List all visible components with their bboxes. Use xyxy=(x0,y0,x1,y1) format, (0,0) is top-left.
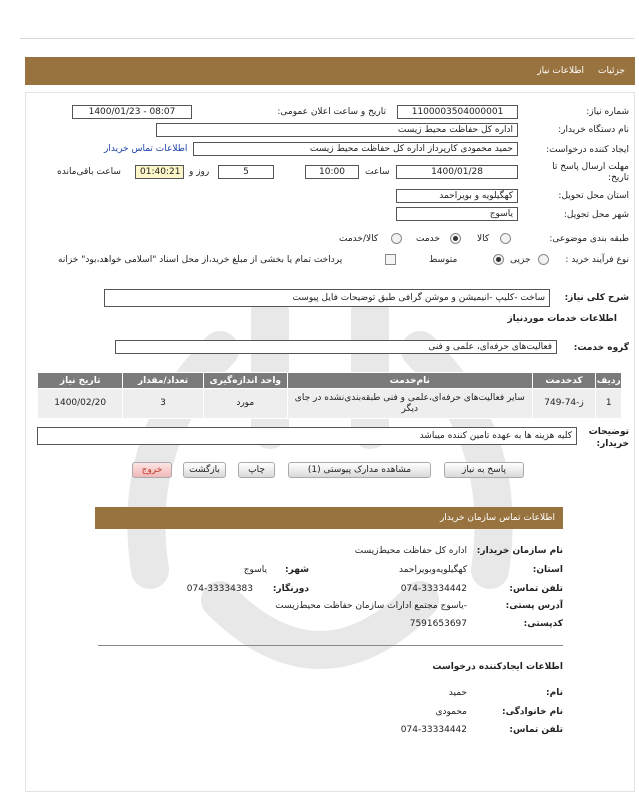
category-label: طبقه بندی موضوعی: xyxy=(549,234,629,244)
announce-date-label: تاریخ و ساعت اعلان عمومی: xyxy=(277,107,386,117)
buyer-contact-link[interactable]: اطلاعات تماس خریدار xyxy=(104,144,188,154)
exit-button[interactable]: خروج xyxy=(132,462,172,478)
contact-phone-label: تلفن تماس: xyxy=(509,584,563,594)
buyer-contact-header: اطلاعات تماس سازمان خریدار xyxy=(95,507,563,529)
process-medium-label: متوسط xyxy=(429,255,458,265)
tab-details[interactable]: جزئیات xyxy=(598,66,625,76)
deadline-time-label: ساعت xyxy=(365,167,390,177)
creator-info-title: اطلاعات ایجادکننده درخواست xyxy=(432,662,563,672)
contact-postal-value: 7591653697 xyxy=(409,619,467,629)
col-need-date: تاریخ نیاز xyxy=(38,373,123,389)
top-divider xyxy=(20,38,634,39)
announce-date-field: 1400/01/23 - 08:07 xyxy=(72,105,192,119)
cell-quantity: 3 xyxy=(123,389,203,419)
contact-phone-value: 074-33334442 xyxy=(400,584,467,594)
category-goods-service-label: کالا/خدمت xyxy=(339,234,379,244)
reply-button[interactable]: پاسخ به نیاز xyxy=(444,462,524,478)
category-goods-service-radio[interactable] xyxy=(391,233,402,244)
service-group-label: گروه خدمت: xyxy=(573,343,629,353)
table-row xyxy=(38,389,622,419)
deadline-label: مهلت ارسال پاسخ تا تاریخ: xyxy=(552,162,629,183)
contact-province-label: استان: xyxy=(532,565,563,575)
creator-family-label: نام خانوادگی: xyxy=(501,707,563,717)
summary-label: شرح کلی نیاز: xyxy=(564,293,629,303)
creator-family-value: محمودی xyxy=(435,707,467,717)
creator-name-value: حمید xyxy=(448,688,467,698)
process-minor-radio[interactable] xyxy=(538,254,549,265)
col-service-name: نام‌خدمت xyxy=(287,373,532,389)
category-service-radio[interactable] xyxy=(450,233,461,244)
category-service-label: خدمت xyxy=(416,234,440,244)
payment-note: پرداخت تمام یا بخشی از مبلغ خرید،از محل اسناد "اسلامی خواهد،بود" خزانه xyxy=(58,255,343,265)
days-remaining-field: 5 xyxy=(218,165,274,179)
back-button[interactable]: بازگشت xyxy=(183,462,226,478)
contact-address-value: -یاسوج مجتمع ادارات سازمان حفاظت محیط‌زیست xyxy=(275,601,467,611)
payment-treasury-checkbox[interactable] xyxy=(385,254,396,265)
col-unit: واحد اندازه‌گیری xyxy=(203,373,287,389)
city-label: شهر محل تحویل: xyxy=(563,210,629,220)
city-field: یاسوج xyxy=(396,207,518,221)
section-divider xyxy=(98,645,563,646)
contact-address-label: آدرس پستی: xyxy=(505,601,563,611)
process-type-label: نوع فرآیند خرید : xyxy=(565,255,629,265)
view-attachments-button[interactable]: مشاهده مدارک پیوستی (1) xyxy=(288,462,431,478)
cell-service-code: ز-74-749 xyxy=(532,389,596,419)
contact-fax-value: 074-33334383 xyxy=(186,584,253,594)
time-remaining-field: 01:40:21 xyxy=(135,165,184,179)
col-row-number: ردیف xyxy=(596,373,622,389)
category-goods-label: کالا xyxy=(477,234,490,244)
deadline-time-field: 10:00 xyxy=(305,165,359,179)
contact-postal-label: کدپستی: xyxy=(523,619,563,629)
creator-phone-label: تلفن تماس: xyxy=(509,725,563,735)
service-group-field: فعالیت‌های حرفه‌ای، علمی و فنی xyxy=(115,340,557,354)
creator-label: ایجاد کننده درخواست: xyxy=(546,145,629,155)
summary-field: ساخت -کلیپ -انیمیشن و موشن گرافی طبق توضیحات فایل پیوست xyxy=(104,289,550,307)
col-quantity: تعداد/مقدار xyxy=(123,373,203,389)
services-table xyxy=(37,372,622,419)
days-label: روز و xyxy=(189,167,210,177)
top-nav-bar xyxy=(25,57,635,85)
need-number-label: شماره نیاز: xyxy=(586,107,629,117)
org-name-value: اداره کل حفاظت محیط‌زیست xyxy=(354,546,467,556)
province-label: استان محل تحویل: xyxy=(558,191,629,201)
contact-province-value: کهگیلویه‌وبویراحمد xyxy=(398,565,467,575)
print-button[interactable]: چاپ xyxy=(238,462,275,478)
buyer-notes-label: توضیحات خریدار: xyxy=(588,427,629,449)
category-goods-radio[interactable] xyxy=(500,233,511,244)
creator-phone-value: 074-33334442 xyxy=(400,725,467,735)
deadline-date-field: 1400/01/28 xyxy=(396,165,518,179)
contact-city-value: یاسوج xyxy=(243,565,267,575)
buyer-org-label: نام دستگاه خریدار: xyxy=(558,125,629,135)
services-title: اطلاعات خدمات موردنیاز xyxy=(507,314,617,324)
need-number-field: 1100003504000001 xyxy=(397,105,518,119)
table-header-row xyxy=(38,373,622,389)
buyer-org-field: اداره کل حفاظت محیط زیست xyxy=(156,123,518,137)
province-field: کهگیلویه و بویراحمد xyxy=(396,189,518,203)
creator-field: حمید محمودی کارپرداز اداره کل حفاظت محیط زیست xyxy=(193,142,518,156)
process-minor-label: جزیی xyxy=(510,255,531,265)
col-service-code: کدخدمت xyxy=(532,373,596,389)
cell-need-date: 1400/02/20 xyxy=(38,389,123,419)
tab-need-info[interactable]: اطلاعات نیاز xyxy=(537,66,585,76)
cell-service-name: سایر فعالیت‌های حرفه‌ای،علمی و فنی طبقه‌بندی‌نشده در جای دیگر xyxy=(287,389,532,419)
org-name-label: نام سازمان خریدار: xyxy=(476,546,563,556)
contact-fax-label: دورنگار: xyxy=(272,584,309,594)
cell-unit: مورد xyxy=(203,389,287,419)
buyer-notes-field: کلیه هزینه ها به عهده تامین کننده میباشد xyxy=(37,427,577,445)
cell-row-number: 1 xyxy=(596,389,622,419)
creator-name-label: نام: xyxy=(546,688,563,698)
contact-city-label: شهر: xyxy=(285,565,309,575)
time-remaining-label: ساعت باقی‌مانده xyxy=(57,167,121,177)
process-medium-radio[interactable] xyxy=(493,254,504,265)
